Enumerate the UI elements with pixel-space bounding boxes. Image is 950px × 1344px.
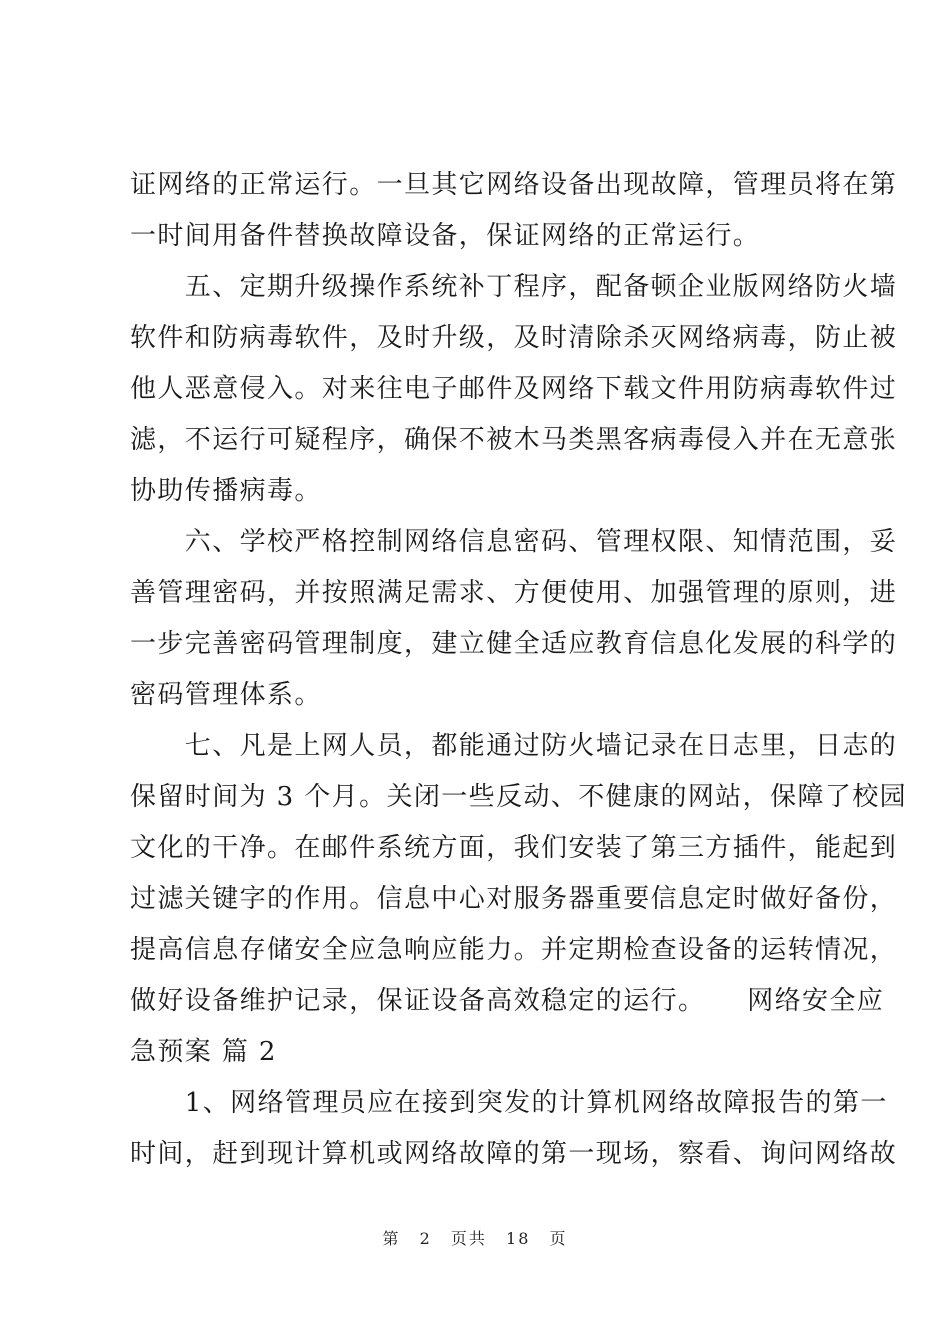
text-line: 做好设备维护记录，保证设备高效稳定的运行。 网络安全应 (130, 986, 885, 1016)
footer-middle: 页共 (450, 1229, 487, 1248)
text-line: 七、凡是上网人员，都能通过防火墙记录在日志里，日志的 (130, 731, 898, 761)
text-line: 1、网络管理员应在接到突发的计算机网络故障报告的第一 (130, 1088, 888, 1118)
page-footer (0, 1226, 950, 1249)
text-line: 一步完善密码管理制度，建立健全适应教育信息化发展的科学的 (130, 629, 898, 659)
footer-prefix: 第 (382, 1229, 401, 1248)
text-line: 一时间用备件替换故障设备，保证网络的正常运行。 (130, 221, 761, 251)
text-line: 过滤关键字的作用。信息中心对服务器重要信息定时做好备份， (130, 884, 898, 914)
footer-page-number: 2 (419, 1229, 432, 1248)
text-line: 善管理密码，并按照满足需求、方便使用、加强管理的原则，进 (130, 578, 898, 608)
text-line: 滤，不运行可疑程序，确保不被木马类黑客病毒侵入并在无意张 (130, 425, 898, 455)
text-line: 时间，赶到现计算机或网络故障的第一现场，察看、询问网络故 (130, 1139, 898, 1169)
text-line: 五、定期升级操作系统补丁程序，配备顿企业版网络防火墙 (130, 272, 898, 302)
text-line: 密码管理体系。 (130, 680, 322, 710)
text-line: 证网络的正常运行。一旦其它网络设备出现故障，管理员将在第 (130, 170, 898, 200)
footer-total-pages: 18 (506, 1229, 531, 1248)
text-line: 提高信息存储安全应急响应能力。并定期检查设备的运转情况， (130, 935, 898, 965)
text-line: 软件和防病毒软件，及时升级，及时清除杀灭网络病毒，防止被 (130, 323, 898, 353)
text-line: 他人恶意侵入。对来往电子邮件及网络下载文件用防病毒软件过 (130, 374, 898, 404)
footer-suffix: 页 (549, 1229, 568, 1248)
text-line: 文化的干净。在邮件系统方面，我们安装了第三方插件，能起到 (130, 833, 898, 863)
text-line: 急预案 篇 2 (130, 1037, 277, 1067)
text-line: 保留时间为 3 个月。关闭一些反动、不健康的网站，保障了校园 (130, 782, 908, 812)
text-line: 六、学校严格控制网络信息密码、管理权限、知情范围，妥 (130, 527, 898, 557)
text-line: 协助传播病毒。 (130, 476, 322, 506)
